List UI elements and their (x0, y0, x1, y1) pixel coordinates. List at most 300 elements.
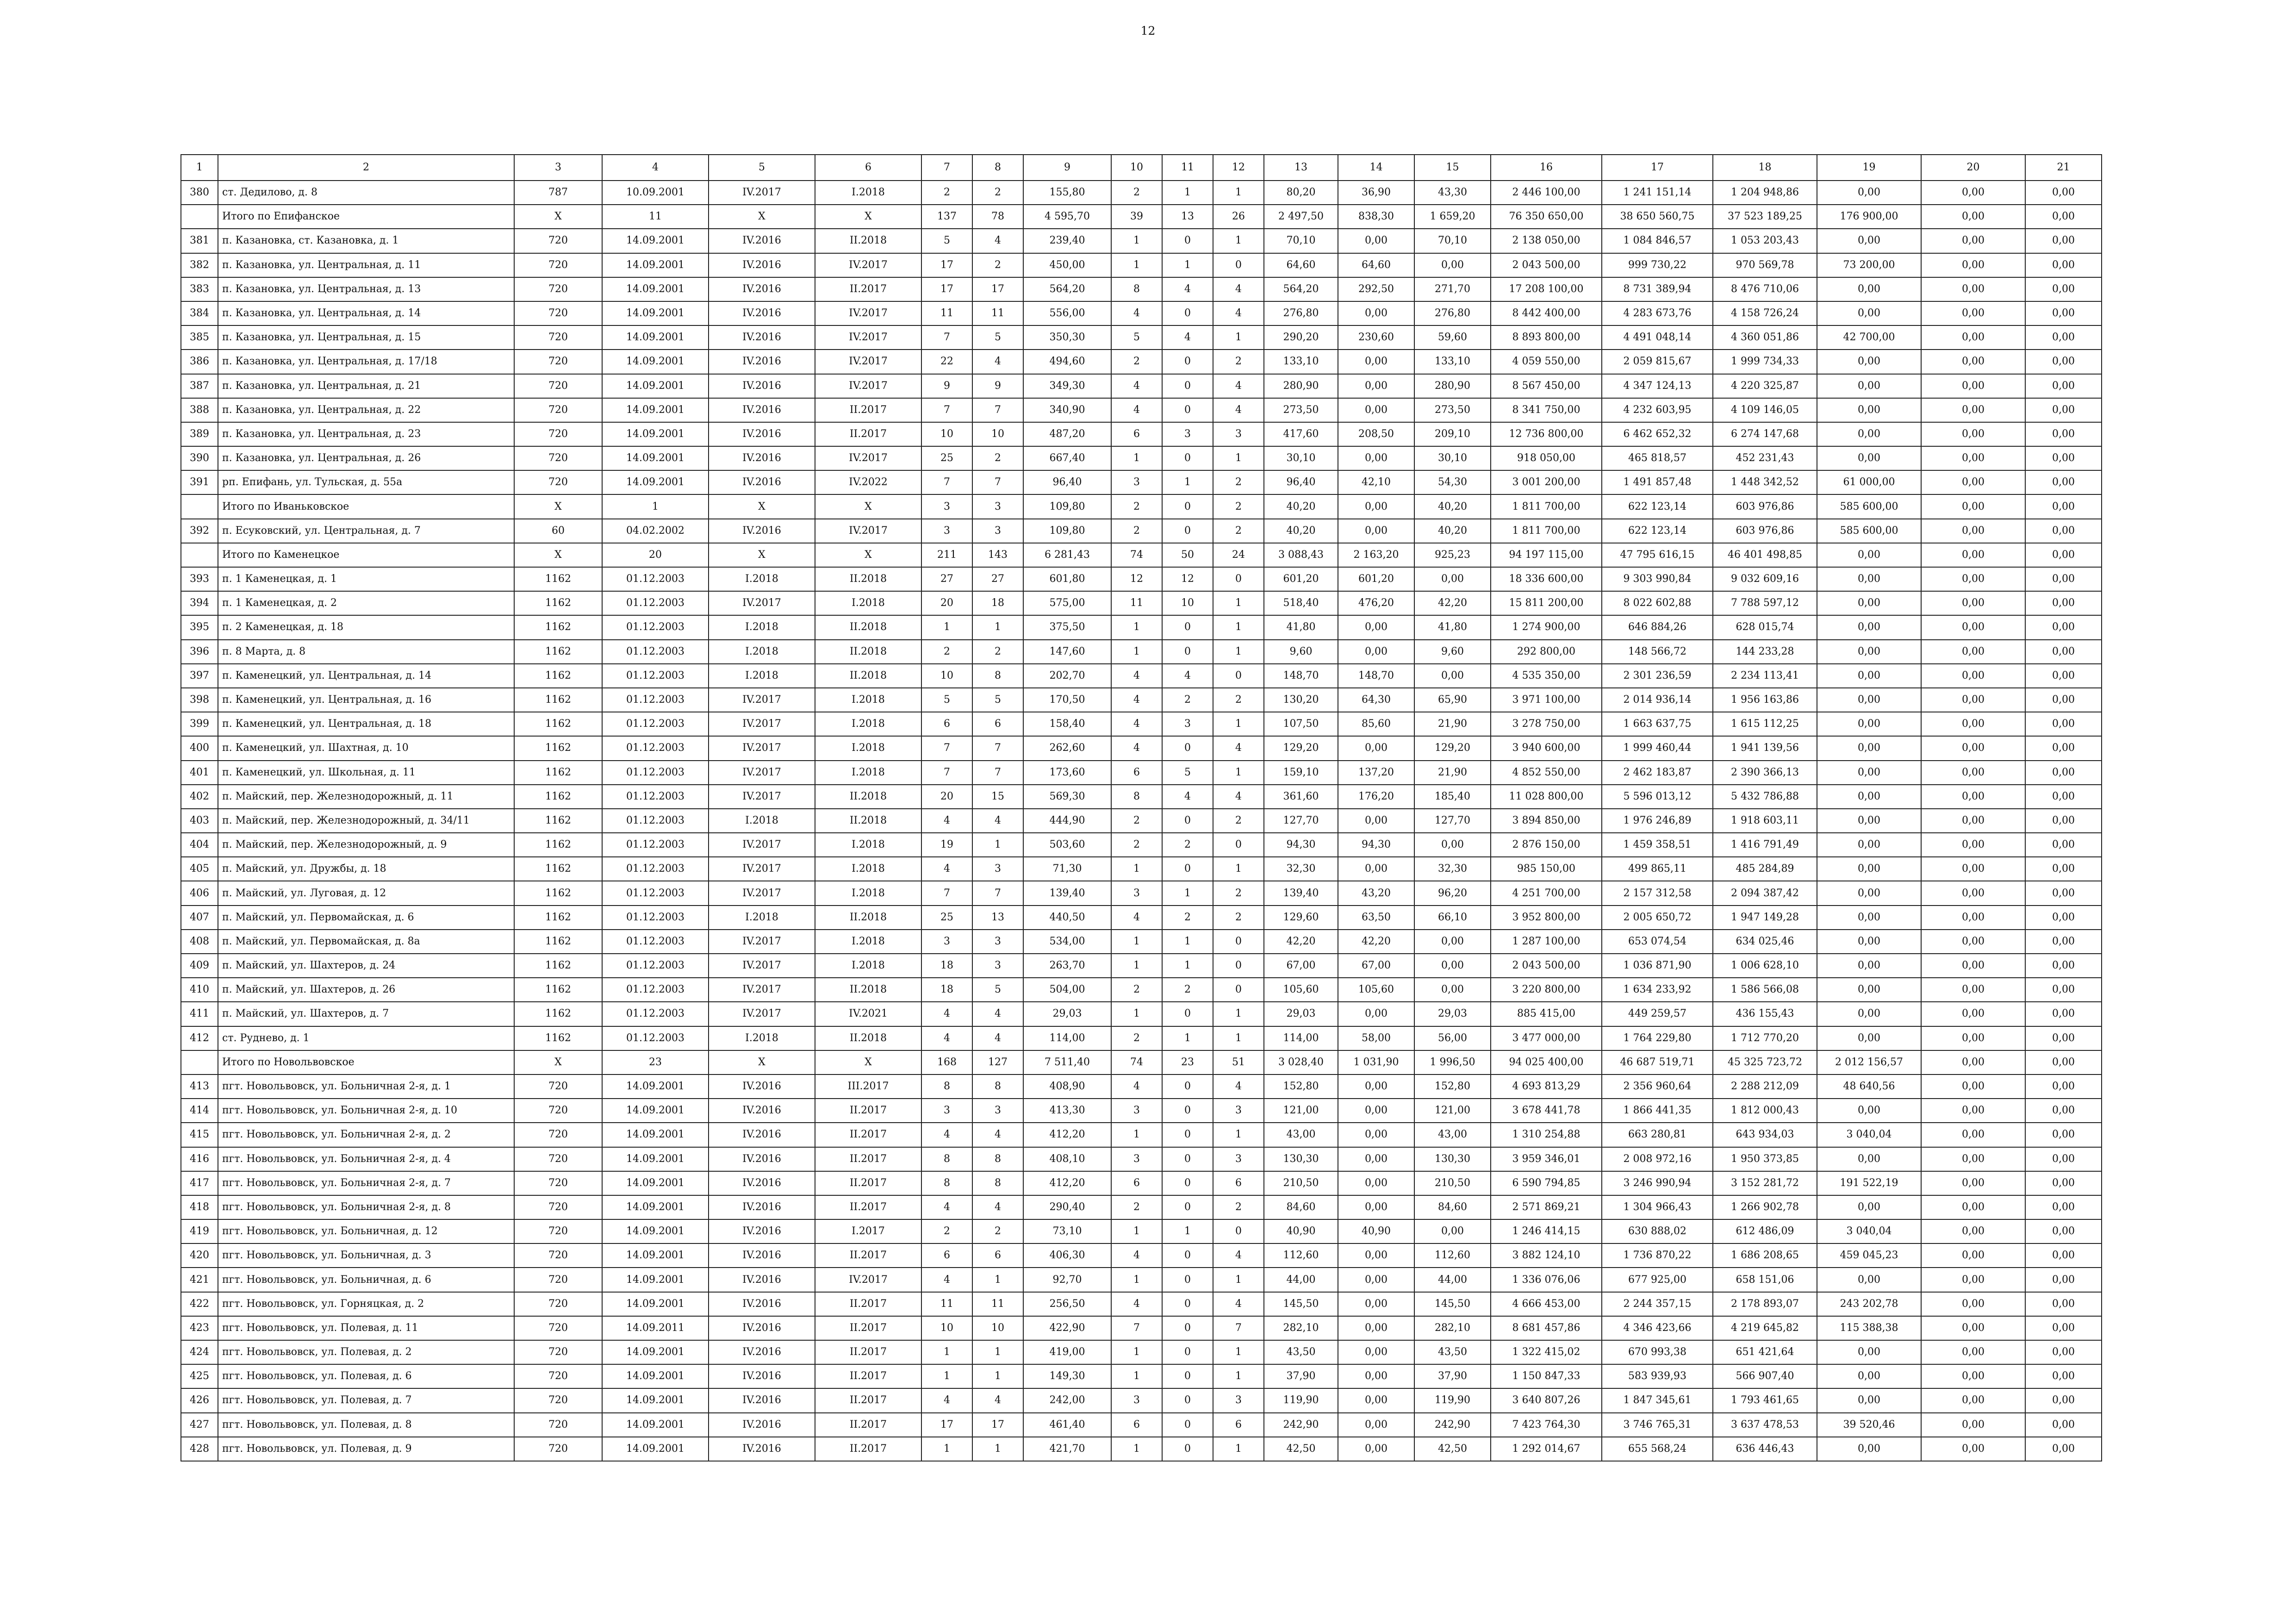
address-cell: п. Каменецкий, ул. Центральная, д. 16 (218, 688, 514, 712)
value-cell: 2 094 387,42 (1713, 881, 1817, 905)
value-cell: 9,60 (1414, 640, 1491, 664)
value-cell: 5 (972, 978, 1023, 1002)
value-cell: 10 (921, 664, 972, 688)
value-cell: 408,10 (1023, 1147, 1111, 1171)
value-cell: 1 (1213, 325, 1264, 350)
value-cell: 0,00 (1921, 978, 2025, 1002)
value-cell: 1 793 461,65 (1713, 1388, 1817, 1412)
value-cell: 4 (921, 1026, 972, 1050)
value-cell: 209,10 (1414, 422, 1491, 446)
value-cell: 494,60 (1023, 350, 1111, 374)
value-cell: 6 (1111, 761, 1162, 785)
value-cell: 4 (972, 1388, 1023, 1412)
value-cell: 94 025 400,00 (1491, 1050, 1602, 1074)
value-cell: 32,30 (1264, 857, 1338, 881)
row-number-cell: 419 (181, 1219, 218, 1243)
value-cell: IV.2017 (709, 881, 815, 905)
value-cell: 2 (1111, 809, 1162, 833)
table-row (181, 1364, 2102, 1388)
value-cell: 0 (1162, 446, 1213, 470)
value-cell: 282,10 (1414, 1316, 1491, 1340)
value-cell: 0 (1162, 857, 1213, 881)
value-cell: 612 486,09 (1713, 1219, 1817, 1243)
value-cell: 280,90 (1264, 374, 1338, 398)
value-cell: 1 663 637,75 (1602, 712, 1713, 736)
value-cell: 1 (602, 494, 709, 518)
value-cell: 564,20 (1264, 277, 1338, 301)
value-cell: 14.09.2001 (602, 1099, 709, 1123)
address-cell: п. Майский, пер. Железнодорожный, д. 34/11 (218, 809, 514, 833)
value-cell: 133,10 (1264, 350, 1338, 374)
value-cell: 1 996,50 (1414, 1050, 1491, 1074)
value-cell: 0,00 (2025, 930, 2102, 954)
value-cell: 4 (1162, 664, 1213, 688)
value-cell: 670 993,38 (1602, 1340, 1713, 1364)
value-cell: 6 (972, 712, 1023, 736)
value-cell: 40,90 (1264, 1219, 1338, 1243)
value-cell: 40,20 (1414, 519, 1491, 543)
value-cell: 0,00 (1338, 350, 1414, 374)
value-cell: 1 (972, 1340, 1023, 1364)
value-cell: 0,00 (2025, 833, 2102, 857)
value-cell: 46 401 498,85 (1713, 543, 1817, 567)
value-cell: 6 (1213, 1413, 1264, 1437)
address-cell: п. Майский, ул. Первомайская, д. 6 (218, 906, 514, 930)
value-cell: 1 764 229,80 (1602, 1026, 1713, 1050)
value-cell: IV.2017 (709, 736, 815, 760)
value-cell: 1 (1111, 253, 1162, 277)
row-number-cell (181, 543, 218, 567)
address-cell: п. Майский, ул. Первомайская, д. 8а (218, 930, 514, 954)
value-cell: 1 053 203,43 (1713, 229, 1817, 253)
value-cell: 176 900,00 (1817, 205, 1921, 229)
value-cell: I.2018 (815, 833, 921, 857)
value-cell: 0,00 (1921, 1099, 2025, 1123)
table-row (181, 470, 2102, 494)
value-cell: 112,60 (1414, 1243, 1491, 1268)
value-cell: 47 795 616,15 (1602, 543, 1713, 567)
value-cell: 2 (1111, 978, 1162, 1002)
value-cell: 127,70 (1264, 809, 1338, 833)
value-cell: 0 (1213, 1219, 1264, 1243)
value-cell: 7 (972, 761, 1023, 785)
value-cell: 14.09.2001 (602, 1413, 709, 1437)
table-row (181, 640, 2102, 664)
value-cell: 4 491 048,14 (1602, 325, 1713, 350)
row-number-cell: 389 (181, 422, 218, 446)
value-cell: 417,60 (1264, 422, 1338, 446)
value-cell: IV.2016 (709, 470, 815, 494)
value-cell: 40,90 (1338, 1219, 1414, 1243)
value-cell: 105,60 (1264, 978, 1338, 1002)
value-cell: 4 (1111, 736, 1162, 760)
value-cell: 0,00 (1338, 1123, 1414, 1147)
value-cell: 2 043 500,00 (1491, 253, 1602, 277)
value-cell: I.2018 (815, 857, 921, 881)
value-cell: 14.09.2001 (602, 325, 709, 350)
value-cell: 0 (1162, 1195, 1213, 1219)
value-cell: 1 999 734,33 (1713, 350, 1817, 374)
value-cell: 1 (1111, 1123, 1162, 1147)
value-cell: 109,80 (1023, 494, 1111, 518)
value-cell: 0,00 (2025, 712, 2102, 736)
value-cell: 0 (1162, 1437, 1213, 1461)
value-cell: 569,30 (1023, 785, 1111, 809)
value-cell: 564,20 (1023, 277, 1111, 301)
row-number-cell (181, 494, 218, 518)
value-cell: 127,70 (1414, 809, 1491, 833)
column-number-cell: 2 (218, 155, 514, 181)
value-cell: 1 (972, 1268, 1023, 1292)
value-cell: 17 (921, 253, 972, 277)
value-cell: 3 040,04 (1817, 1123, 1921, 1147)
value-cell: 0,00 (1921, 736, 2025, 760)
row-number-cell: 395 (181, 615, 218, 639)
value-cell: 1 999 460,44 (1602, 736, 1713, 760)
value-cell: 59,60 (1414, 325, 1491, 350)
value-cell: 583 939,93 (1602, 1364, 1713, 1388)
value-cell: 1 941 139,56 (1713, 736, 1817, 760)
value-cell: 3 278 750,00 (1491, 712, 1602, 736)
row-number-cell: 425 (181, 1364, 218, 1388)
value-cell: 14.09.2001 (602, 1292, 709, 1316)
value-cell: IV.2017 (815, 519, 921, 543)
value-cell: 4 360 051,86 (1713, 325, 1817, 350)
value-cell: II.2017 (815, 1340, 921, 1364)
value-cell: 667,40 (1023, 446, 1111, 470)
value-cell: 96,20 (1414, 881, 1491, 905)
value-cell: 30,10 (1414, 446, 1491, 470)
value-cell: 534,00 (1023, 930, 1111, 954)
row-number-cell: 414 (181, 1099, 218, 1123)
value-cell: IV.2017 (709, 954, 815, 978)
value-cell: 9 (972, 374, 1023, 398)
value-cell: 21,90 (1414, 761, 1491, 785)
value-cell: 159,10 (1264, 761, 1338, 785)
value-cell: 636 446,43 (1713, 1437, 1817, 1461)
value-cell: 3 (1213, 1147, 1264, 1171)
value-cell: 262,60 (1023, 736, 1111, 760)
value-cell: 48 640,56 (1817, 1074, 1921, 1099)
value-cell: 465 818,57 (1602, 446, 1713, 470)
value-cell: 0,00 (1338, 1195, 1414, 1219)
value-cell: 450,00 (1023, 253, 1111, 277)
value-cell: 0,00 (2025, 688, 2102, 712)
value-cell: 01.12.2003 (602, 1026, 709, 1050)
address-cell: п. Майский, пер. Железнодорожный, д. 9 (218, 833, 514, 857)
value-cell: 408,90 (1023, 1074, 1111, 1099)
value-cell: 2 301 236,59 (1602, 664, 1713, 688)
value-cell: 2 462 183,87 (1602, 761, 1713, 785)
value-cell: 0,00 (2025, 906, 2102, 930)
value-cell: IV.2016 (709, 1388, 815, 1412)
value-cell: 1 (1111, 615, 1162, 639)
table-row (181, 664, 2102, 688)
value-cell: II.2017 (815, 1316, 921, 1340)
address-cell: Итого по Епифанское (218, 205, 514, 229)
value-cell: 84,60 (1264, 1195, 1338, 1219)
value-cell: 0,00 (1921, 1268, 2025, 1292)
value-cell: 925,23 (1414, 543, 1491, 567)
value-cell: 01.12.2003 (602, 591, 709, 615)
address-cell: п. Майский, ул. Дружбы, д. 18 (218, 857, 514, 881)
row-number-cell: 409 (181, 954, 218, 978)
value-cell: 6 274 147,68 (1713, 422, 1817, 446)
value-cell: 0,00 (1817, 591, 1921, 615)
value-cell: 0,00 (1817, 1147, 1921, 1171)
subtotal-row (181, 543, 2102, 567)
table-row (181, 229, 2102, 253)
column-number-cell: 16 (1491, 155, 1602, 181)
value-cell: 0,00 (1921, 1147, 2025, 1171)
value-cell: 651 421,64 (1713, 1340, 1817, 1364)
value-cell: 4 (1111, 1243, 1162, 1268)
value-cell: 11 (1111, 591, 1162, 615)
value-cell: 1 586 566,08 (1713, 978, 1817, 1002)
value-cell: 0,00 (2025, 1074, 2102, 1099)
value-cell: 208,50 (1338, 422, 1414, 446)
value-cell: 4 (972, 1002, 1023, 1026)
address-cell: Итого по Каменецкое (218, 543, 514, 567)
row-number-cell: 396 (181, 640, 218, 664)
value-cell: 39 (1111, 205, 1162, 229)
value-cell: 0,00 (1921, 1437, 2025, 1461)
value-cell: 26 (1213, 205, 1264, 229)
value-cell: 1 (1162, 1219, 1213, 1243)
value-cell: 23 (1162, 1050, 1213, 1074)
value-cell: 1162 (514, 615, 602, 639)
value-cell: 444,90 (1023, 809, 1111, 833)
value-cell: 0,00 (1817, 906, 1921, 930)
address-cell: пгт. Новольвовск, ул. Больничная 2-я, д. 7 (218, 1171, 514, 1195)
value-cell: 130,30 (1264, 1147, 1338, 1171)
value-cell: 4 (1213, 398, 1264, 422)
value-cell: 15 811 200,00 (1491, 591, 1602, 615)
value-cell: 3 (972, 494, 1023, 518)
address-cell: пгт. Новольвовск, ул. Больничная 2-я, д. 8 (218, 1195, 514, 1219)
value-cell: 0,00 (1338, 1292, 1414, 1316)
value-cell: IV.2022 (815, 470, 921, 494)
value-cell: 42,50 (1414, 1437, 1491, 1461)
value-cell: 3 152 281,72 (1713, 1171, 1817, 1195)
value-cell: II.2017 (815, 277, 921, 301)
value-cell: 0,00 (1817, 1437, 1921, 1461)
address-cell: ст. Руднево, д. 1 (218, 1026, 514, 1050)
value-cell: 01.12.2003 (602, 761, 709, 785)
value-cell: 10 (921, 422, 972, 446)
address-cell: пгт. Новольвовск, ул. Больничная 2-я, д. 10 (218, 1099, 514, 1123)
value-cell: 1 866 441,35 (1602, 1099, 1713, 1123)
value-cell: 7 (921, 761, 972, 785)
value-cell: 8 (972, 664, 1023, 688)
value-cell: 643 934,03 (1713, 1123, 1817, 1147)
value-cell: 4 (972, 1123, 1023, 1147)
value-cell: 0,00 (1817, 954, 1921, 978)
value-cell: 8 (921, 1147, 972, 1171)
value-cell: 11 (602, 205, 709, 229)
value-cell: 0,00 (1921, 1195, 2025, 1219)
value-cell: 1 266 902,78 (1713, 1195, 1817, 1219)
value-cell: 0,00 (1921, 350, 2025, 374)
table-row (181, 761, 2102, 785)
value-cell: 634 025,46 (1713, 930, 1817, 954)
value-cell: 4 (1213, 736, 1264, 760)
column-number-cell: 7 (921, 155, 972, 181)
row-number-cell: 383 (181, 277, 218, 301)
value-cell: 1 459 358,51 (1602, 833, 1713, 857)
value-cell: 2 390 366,13 (1713, 761, 1817, 785)
value-cell: 14.09.2001 (602, 398, 709, 422)
value-cell: 622 123,14 (1602, 519, 1713, 543)
value-cell: 0,00 (1921, 906, 2025, 930)
value-cell: 1 (1111, 1340, 1162, 1364)
value-cell: 1 (1111, 1219, 1162, 1243)
value-cell: 0,00 (1921, 1243, 2025, 1268)
value-cell: 176,20 (1338, 785, 1414, 809)
value-cell: 0,00 (1921, 1123, 2025, 1147)
value-cell: 0,00 (1921, 543, 2025, 567)
value-cell: 720 (514, 229, 602, 253)
value-cell: 2 (972, 181, 1023, 205)
value-cell: 0,00 (1414, 1219, 1491, 1243)
table-row (181, 881, 2102, 905)
value-cell: 663 280,81 (1602, 1123, 1713, 1147)
table-body (181, 181, 2102, 1461)
table-row (181, 181, 2102, 205)
value-cell: 3 (1111, 1388, 1162, 1412)
value-cell: 242,00 (1023, 1388, 1111, 1412)
value-cell: 3 (1111, 1099, 1162, 1123)
value-cell: 2 (1162, 978, 1213, 1002)
value-cell: 0,00 (2025, 494, 2102, 518)
value-cell: 1162 (514, 736, 602, 760)
value-cell: 5 (921, 688, 972, 712)
value-cell: 7 788 597,12 (1713, 591, 1817, 615)
value-cell: 0,00 (2025, 736, 2102, 760)
value-cell: 42,20 (1264, 930, 1338, 954)
value-cell: 2 (972, 640, 1023, 664)
value-cell: 7 (921, 736, 972, 760)
value-cell: 0 (1162, 1099, 1213, 1123)
value-cell: 436 155,43 (1713, 1002, 1817, 1026)
value-cell: I.2018 (815, 930, 921, 954)
value-cell: 8 022 602,88 (1602, 591, 1713, 615)
address-cell: п. 1 Каменецкая, д. 2 (218, 591, 514, 615)
value-cell: 152,80 (1414, 1074, 1491, 1099)
row-number-cell: 405 (181, 857, 218, 881)
value-cell: IV.2016 (709, 1364, 815, 1388)
value-cell: 71,30 (1023, 857, 1111, 881)
value-cell: 0,00 (2025, 857, 2102, 881)
value-cell: 9 303 990,84 (1602, 567, 1713, 591)
value-cell: 1 274 900,00 (1491, 615, 1602, 639)
address-cell: пгт. Новольвовск, ул. Больничная, д. 3 (218, 1243, 514, 1268)
value-cell: 39 520,46 (1817, 1413, 1921, 1437)
value-cell: 40,20 (1264, 519, 1338, 543)
table-row (181, 325, 2102, 350)
value-cell: X (514, 494, 602, 518)
value-cell: 1 031,90 (1338, 1050, 1414, 1074)
value-cell: 0 (1162, 374, 1213, 398)
value-cell: 0,00 (2025, 1099, 2102, 1123)
value-cell: 14.09.2001 (602, 1437, 709, 1461)
value-cell: 1162 (514, 1026, 602, 1050)
value-cell: 1 (1162, 930, 1213, 954)
value-cell: 0 (1162, 1171, 1213, 1195)
value-cell: 4 219 645,82 (1713, 1316, 1817, 1340)
address-cell: пгт. Новольвовск, ул. Полевая, д. 6 (218, 1364, 514, 1388)
value-cell: 29,03 (1023, 1002, 1111, 1026)
value-cell: 14.09.2001 (602, 1171, 709, 1195)
value-cell: 0,00 (2025, 1292, 2102, 1316)
value-cell: 42 700,00 (1817, 325, 1921, 350)
value-cell: 3 (972, 857, 1023, 881)
value-cell: 4 (1111, 301, 1162, 325)
row-number-cell: 408 (181, 930, 218, 954)
value-cell: 4 (1162, 277, 1213, 301)
value-cell: 65,90 (1414, 688, 1491, 712)
value-cell: 0,00 (2025, 1268, 2102, 1292)
address-cell: п. Казановка, ул. Центральная, д. 21 (218, 374, 514, 398)
value-cell: 1 (1213, 761, 1264, 785)
value-cell: 787 (514, 181, 602, 205)
value-cell: 0,00 (1921, 567, 2025, 591)
value-cell: 14.09.2001 (602, 1243, 709, 1268)
value-cell: 01.12.2003 (602, 954, 709, 978)
value-cell: 01.12.2003 (602, 906, 709, 930)
value-cell: 0 (1213, 954, 1264, 978)
address-cell: п. Майский, ул. Шахтеров, д. 7 (218, 1002, 514, 1026)
value-cell: 0,00 (1414, 253, 1491, 277)
value-cell: X (709, 494, 815, 518)
value-cell: 0,00 (1338, 494, 1414, 518)
value-cell: 276,80 (1264, 301, 1338, 325)
value-cell: IV.2017 (709, 761, 815, 785)
value-cell: IV.2016 (709, 1268, 815, 1292)
value-cell: 242,90 (1264, 1413, 1338, 1437)
value-cell: 3 882 124,10 (1491, 1243, 1602, 1268)
value-cell: 0,00 (1921, 615, 2025, 639)
value-cell: 0,00 (1921, 325, 2025, 350)
address-cell: п. Майский, пер. Железнодорожный, д. 11 (218, 785, 514, 809)
value-cell: 0,00 (1817, 1340, 1921, 1364)
value-cell: 1 (1162, 181, 1213, 205)
value-cell: 0,00 (1921, 1364, 2025, 1388)
value-cell: 0,00 (2025, 567, 2102, 591)
value-cell: 2 014 936,14 (1602, 688, 1713, 712)
column-number-cell: 5 (709, 155, 815, 181)
value-cell: 3 746 765,31 (1602, 1413, 1713, 1437)
value-cell: 601,20 (1264, 567, 1338, 591)
value-cell: 1162 (514, 712, 602, 736)
value-cell: IV.2017 (815, 374, 921, 398)
row-number-cell: 393 (181, 567, 218, 591)
value-cell: 1162 (514, 567, 602, 591)
value-cell: 4 158 726,24 (1713, 301, 1817, 325)
value-cell: 0,00 (1817, 664, 1921, 688)
value-cell: 4 (972, 350, 1023, 374)
value-cell: 67,00 (1338, 954, 1414, 978)
value-cell: 37,90 (1264, 1364, 1338, 1388)
value-cell: 14.09.2001 (602, 350, 709, 374)
value-cell: 3 940 600,00 (1491, 736, 1602, 760)
value-cell: 585 600,00 (1817, 494, 1921, 518)
value-cell: 14.09.2001 (602, 470, 709, 494)
value-cell: 3 001 200,00 (1491, 470, 1602, 494)
value-cell: 148,70 (1338, 664, 1414, 688)
value-cell: 202,70 (1023, 664, 1111, 688)
value-cell: 0,00 (1921, 519, 2025, 543)
